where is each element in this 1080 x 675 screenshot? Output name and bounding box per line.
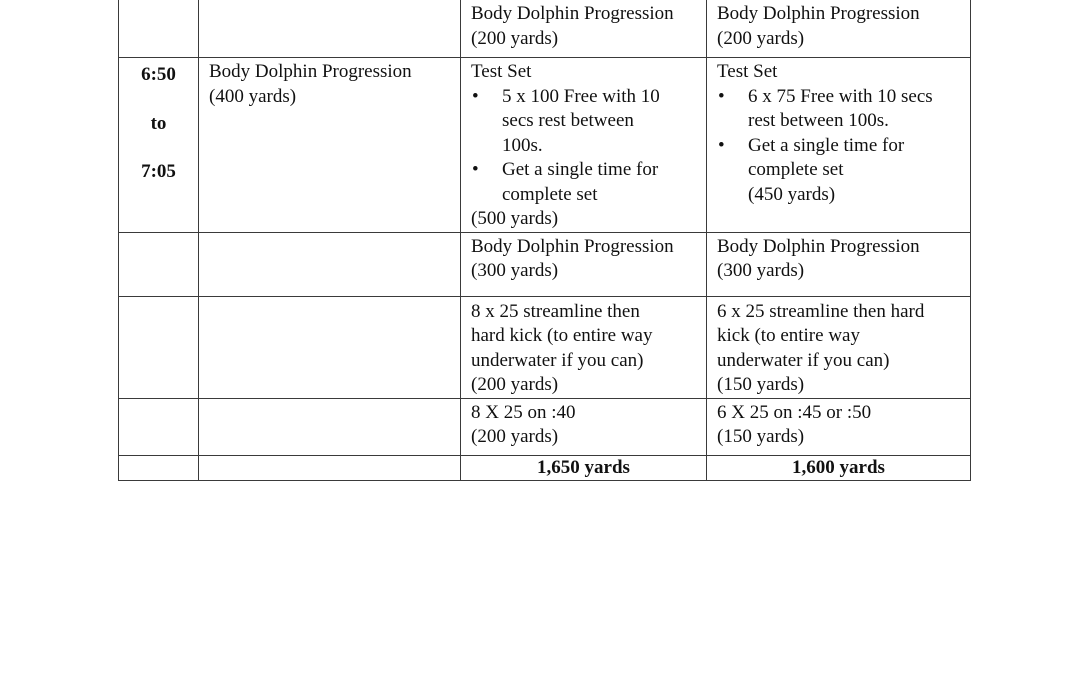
bullet-list — [717, 85, 960, 208]
time-cell-empty — [119, 455, 199, 481]
cell-text: 8 x 25 streamline then hard kick (to entire way underwater if you can) (200 yards) — [471, 300, 653, 395]
activity-cell-empty — [199, 455, 461, 481]
cell-row4-col4 — [707, 296, 971, 398]
cell-row3-col4 — [707, 232, 971, 296]
activity-cell-empty — [199, 0, 461, 58]
activity-cell-empty — [199, 232, 461, 296]
list-item — [717, 134, 960, 208]
table-row — [119, 0, 971, 58]
activity-cell-empty — [199, 398, 461, 455]
table-row — [119, 296, 971, 398]
table-row — [119, 58, 971, 233]
set-heading: Test Set — [717, 61, 778, 82]
cell-text: Body Dolphin Progression (200 yards) — [717, 3, 920, 49]
cell-text: Body Dolphin Progression (300 yards) — [717, 235, 920, 281]
list-item — [471, 158, 696, 207]
time-cell-empty — [119, 232, 199, 296]
cell-text: 6 X 25 on :45 or :50 (150 yards) — [717, 401, 872, 447]
list-item-text: • Get a single time for complete set (450 yards) — [748, 134, 905, 205]
cell-text: Body Dolphin Progression (300 yards) — [471, 235, 674, 281]
cell-row1-col3 — [461, 0, 707, 58]
list-item — [717, 85, 960, 134]
time-cell-empty — [119, 398, 199, 455]
time-end: 7:05 — [141, 161, 176, 182]
set-heading: Test Set — [471, 61, 532, 82]
time-start: 6:50 — [141, 64, 176, 85]
activity-cell-empty — [199, 296, 461, 398]
set-yardage: (500 yards) — [471, 208, 559, 229]
cell-text: Body Dolphin Progression (400 yards) — [209, 61, 412, 107]
cell-text: 6 x 25 streamline then hard kick (to entire way underwater if you can) (150 yards) — [717, 300, 925, 395]
table-row — [119, 398, 971, 455]
time-range-cell — [119, 58, 199, 233]
cell-row2-col2 — [199, 58, 461, 233]
table-row — [119, 232, 971, 296]
total-yards-col3: 1,650 yards — [461, 455, 707, 481]
time-cell-empty — [119, 0, 199, 58]
time-separator: to — [150, 112, 167, 134]
workout-table — [118, 0, 971, 481]
cell-text: Body Dolphin Progression (200 yards) — [471, 3, 674, 49]
cell-row3-col3 — [461, 232, 707, 296]
list-item — [471, 85, 696, 159]
cell-row1-col4 — [707, 0, 971, 58]
cell-row5-col4 — [707, 398, 971, 455]
cell-row4-col3 — [461, 296, 707, 398]
list-item-text: • Get a single time for complete set — [502, 159, 659, 205]
time-cell-empty — [119, 296, 199, 398]
bullet-list — [471, 85, 696, 208]
cell-text: 8 X 25 on :40 (200 yards) — [471, 401, 576, 447]
list-item-text: • 6 x 75 Free with 10 secs rest between 100s. — [748, 85, 933, 131]
list-item-text: • 5 x 100 Free with 10 secs rest between 100s. — [502, 85, 660, 156]
total-yards-col4: 1,600 yards — [707, 455, 971, 481]
cell-row2-col3 — [461, 58, 707, 233]
cell-row2-col4 — [707, 58, 971, 233]
cell-row5-col3 — [461, 398, 707, 455]
totals-row — [119, 455, 971, 481]
